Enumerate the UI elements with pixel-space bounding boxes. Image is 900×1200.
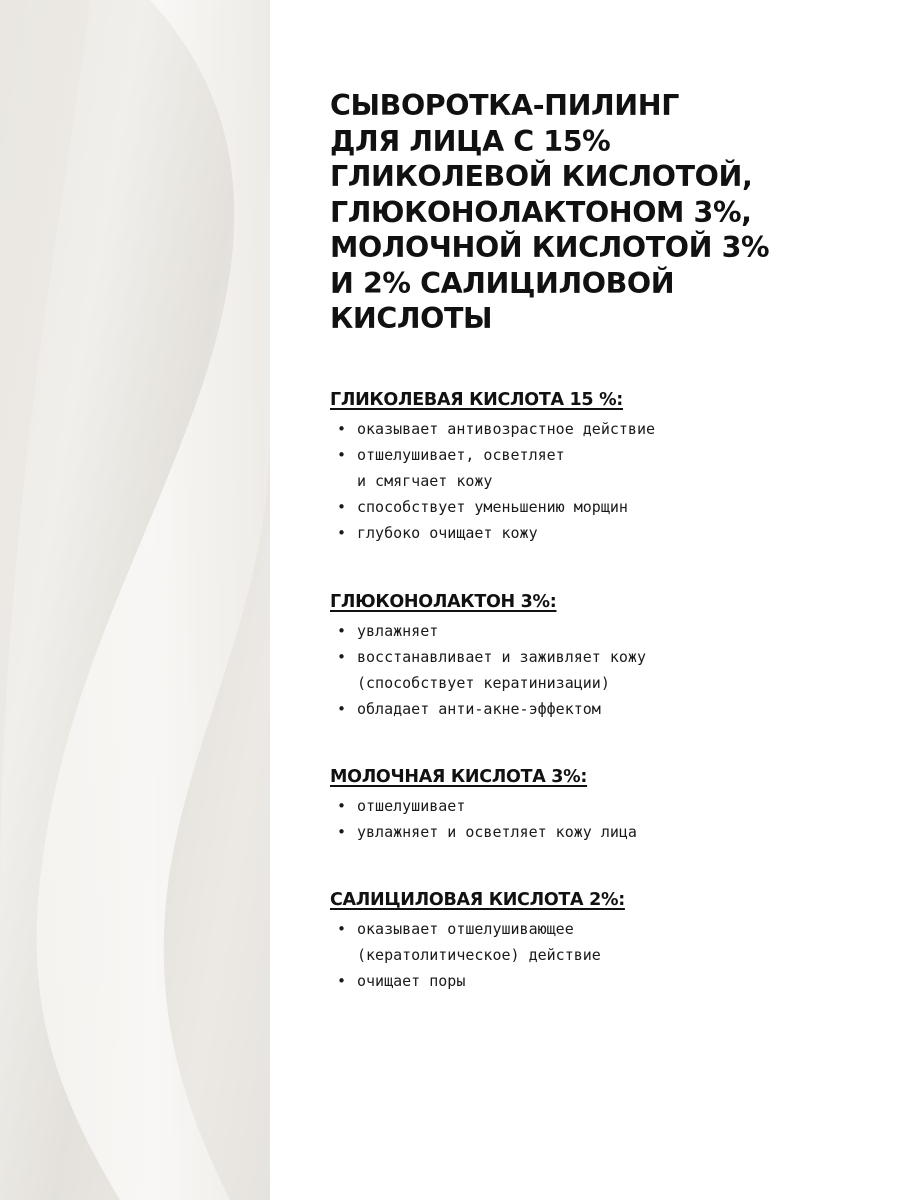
bullet-icon: • bbox=[337, 797, 347, 815]
list-item-text: отшелушивает, осветляет bbox=[357, 446, 565, 464]
list-item bbox=[330, 520, 655, 546]
title-line: МОЛОЧНОЙ КИСЛОТОЙ 3% bbox=[330, 231, 770, 264]
list-item-text: и смягчает кожу bbox=[357, 472, 493, 490]
bullet-icon: • bbox=[337, 648, 347, 666]
list-item bbox=[330, 916, 625, 942]
list-item bbox=[330, 793, 637, 819]
title-line: КИСЛОТЫ bbox=[330, 302, 493, 335]
bullet-icon: • bbox=[337, 972, 347, 990]
list-item bbox=[330, 968, 625, 994]
list-item-text: глубоко очищает кожу bbox=[357, 524, 538, 542]
bullet-icon: • bbox=[337, 622, 347, 640]
cream-swirl-shape bbox=[0, 0, 270, 1200]
title-line: И 2% САЛИЦИЛОВОЙ bbox=[330, 266, 675, 300]
section-heading: ГЛЮКОНОЛАКТОН 3%: bbox=[330, 592, 557, 612]
main-content bbox=[330, 88, 870, 990]
list-item-text: обладает анти-акне-эффектом bbox=[357, 700, 601, 718]
section-heading: ГЛИКОЛЕВАЯ КИСЛОТА 15 %: bbox=[330, 390, 624, 410]
title-line: ГЛИКОЛЕВОЙ КИСЛОТОЙ, bbox=[330, 160, 753, 193]
bullet-icon: • bbox=[337, 823, 347, 841]
list-item bbox=[330, 696, 646, 722]
list-item-text: способствует уменьшению морщин bbox=[357, 498, 628, 516]
list-item-text: восстанавливает и заживляет кожу bbox=[357, 648, 646, 666]
bullet-icon: • bbox=[337, 498, 347, 516]
list-item-text: (способствует кератинизации) bbox=[357, 674, 610, 692]
list-item-text: увлажняет и осветляет кожу лица bbox=[357, 823, 637, 841]
list-item-text: увлажняет bbox=[357, 622, 439, 640]
cream-texture-photo bbox=[0, 0, 270, 1200]
bullet-icon: • bbox=[337, 920, 347, 938]
title-line: СЫВОРОТКА-ПИЛИНГ bbox=[330, 89, 679, 122]
section-glycolic-acid bbox=[330, 388, 655, 546]
section-salicylic-acid bbox=[330, 888, 625, 994]
list-item-text: отшелушивает bbox=[357, 797, 466, 815]
bullet-icon: • bbox=[337, 420, 347, 438]
list-item-text: очищает поры bbox=[357, 972, 466, 990]
list-item-text: оказывает отшелушивающее bbox=[357, 920, 574, 938]
list-item-continuation bbox=[330, 670, 646, 696]
title-line: ДЛЯ ЛИЦА С 15% bbox=[330, 124, 611, 158]
list-item-continuation bbox=[330, 942, 625, 968]
list-item-text: (кератолитическое) действие bbox=[357, 946, 601, 964]
list-item bbox=[330, 618, 646, 644]
list-item bbox=[330, 494, 655, 520]
list-item bbox=[330, 442, 655, 468]
section-gluconolactone bbox=[330, 590, 646, 722]
section-lactic-acid bbox=[330, 765, 637, 845]
bullet-icon: • bbox=[337, 524, 347, 542]
benefit-list bbox=[330, 416, 655, 546]
list-item bbox=[330, 644, 646, 670]
list-item-continuation bbox=[330, 468, 655, 494]
section-heading: САЛИЦИЛОВАЯ КИСЛОТА 2%: bbox=[330, 890, 625, 910]
bullet-icon: • bbox=[337, 700, 347, 718]
bullet-icon: • bbox=[337, 446, 347, 464]
section-heading: МОЛОЧНАЯ КИСЛОТА 3%: bbox=[330, 767, 588, 787]
benefit-list bbox=[330, 618, 646, 722]
benefit-list bbox=[330, 793, 637, 845]
list-item bbox=[330, 416, 655, 442]
title-line: ГЛЮКОНОЛАКТОНОМ 3%, bbox=[330, 195, 752, 229]
list-item-text: оказывает антивозрастное действие bbox=[357, 420, 656, 438]
list-item bbox=[330, 819, 637, 845]
benefit-list bbox=[330, 916, 625, 994]
page-title bbox=[330, 88, 870, 337]
